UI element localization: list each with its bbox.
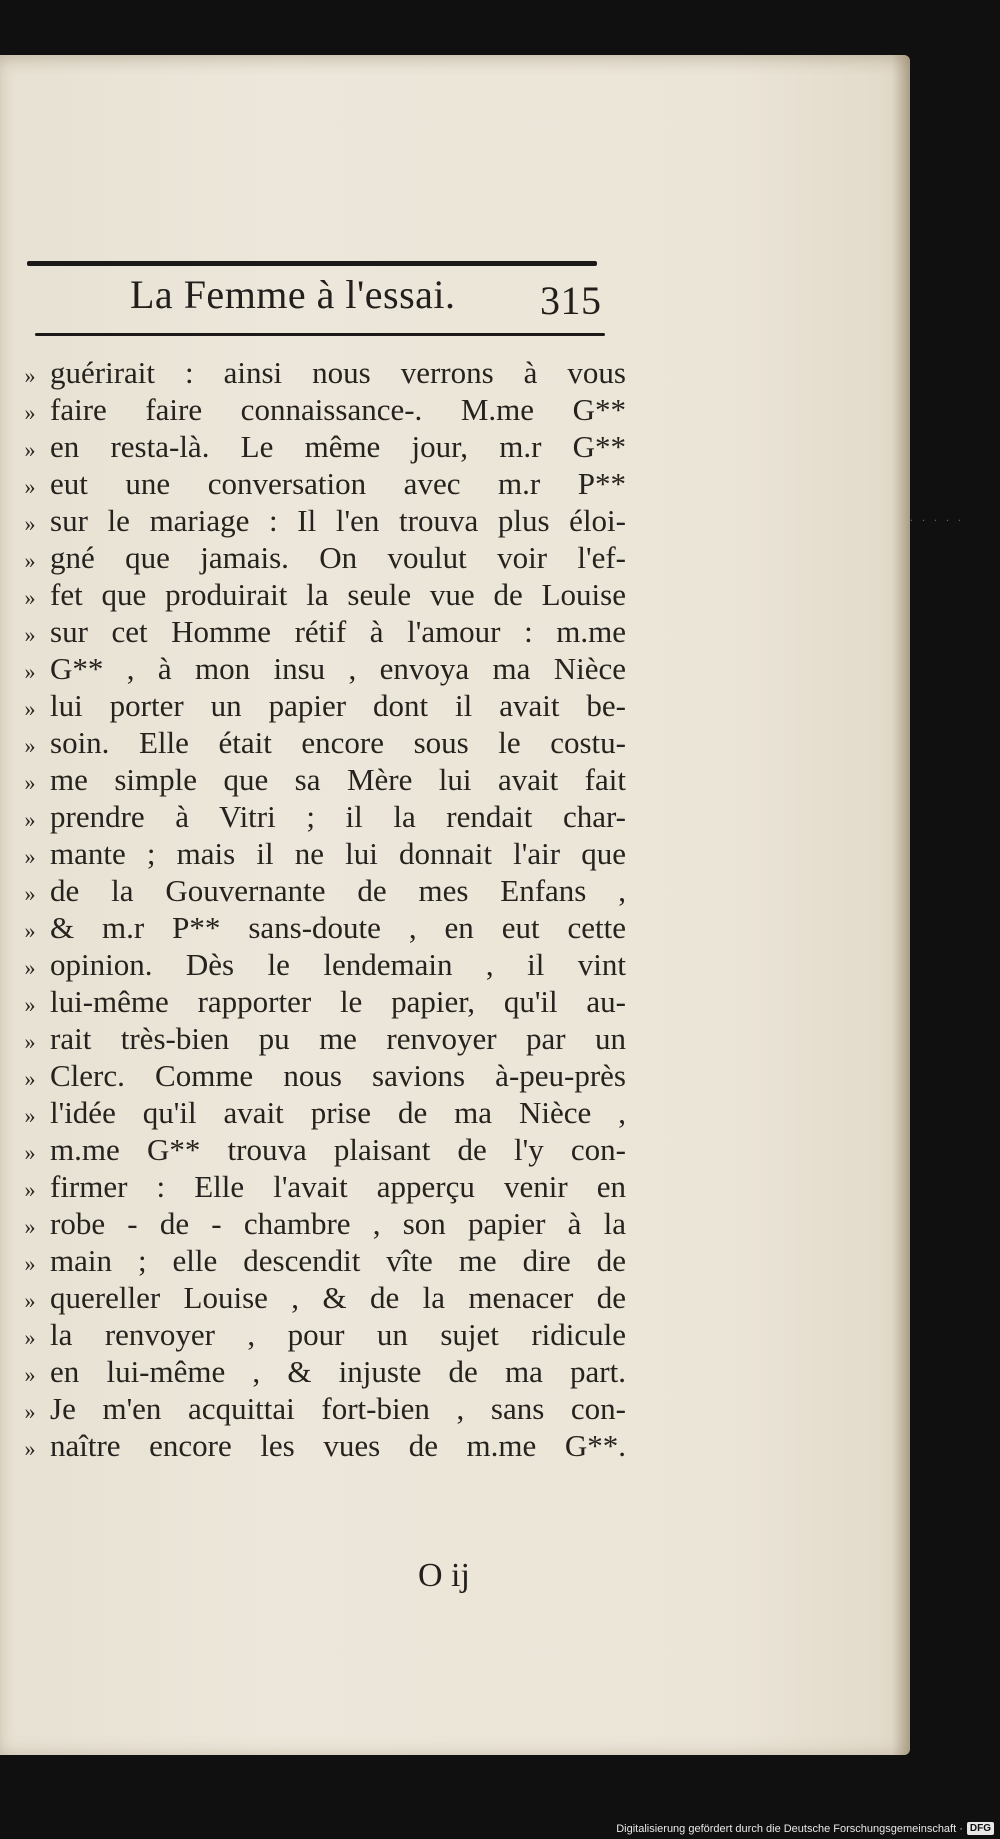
- text-line: [10, 1243, 630, 1280]
- text-line: [10, 540, 630, 577]
- quote-mark: »: [24, 474, 36, 499]
- line-text: lui porter un papier dont il avait be-: [50, 688, 626, 723]
- text-line: [10, 466, 630, 503]
- text-line: [10, 355, 630, 392]
- quote-mark: »: [24, 733, 36, 758]
- line-text: guérirait : ainsi nous verrons à vous: [50, 355, 626, 390]
- quote-mark: »: [24, 1325, 36, 1350]
- line-text: de la Gouvernante de mes Enfans ,: [50, 873, 626, 908]
- text-line: [10, 873, 630, 910]
- quote-mark: »: [24, 1288, 36, 1313]
- text-line: [10, 1095, 630, 1132]
- header-rule-top: [27, 261, 597, 266]
- line-text: l'idée qu'il avait prise de ma Nièce ,: [50, 1095, 626, 1130]
- quote-mark: »: [24, 1066, 36, 1091]
- line-text: en lui-même , & injuste de ma part.: [50, 1354, 626, 1389]
- line-text: me simple que sa Mère lui avait fait: [50, 762, 626, 797]
- text-line: [10, 651, 630, 688]
- quote-mark: »: [24, 1214, 36, 1239]
- line-text: en resta-là. Le même jour, m.r G**: [50, 429, 626, 464]
- line-text: rait très-bien pu me renvoyer par un: [50, 1021, 626, 1056]
- dfg-logo: DFG: [967, 1822, 994, 1835]
- text-line: [10, 1391, 630, 1428]
- quote-mark: »: [24, 807, 36, 832]
- digitization-credit: Digitalisierung gefördert durch die Deutsche Forschungsgemeinschaft ·: [616, 1822, 963, 1835]
- header-rule-bottom: [35, 333, 605, 336]
- quote-mark: »: [24, 1103, 36, 1128]
- quote-mark: »: [24, 770, 36, 795]
- text-line: [10, 614, 630, 651]
- text-line: [10, 1317, 630, 1354]
- line-text: robe - de - chambre , son papier à la: [50, 1206, 626, 1241]
- line-text: & m.r P** sans-doute , en eut cette: [50, 910, 626, 945]
- line-text: eut une conversation avec m.r P**: [50, 466, 626, 501]
- line-text: la renvoyer , pour un sujet ridicule: [50, 1317, 626, 1352]
- text-line: [10, 799, 630, 836]
- text-line: [10, 1280, 630, 1317]
- book-page: [0, 55, 910, 1755]
- text-line: [10, 910, 630, 947]
- digitization-footer: [616, 1822, 994, 1835]
- text-line: [10, 1132, 630, 1169]
- text-line: [10, 725, 630, 762]
- running-head: [130, 269, 610, 329]
- text-line: [10, 836, 630, 873]
- text-line: [10, 1058, 630, 1095]
- text-line: [10, 1428, 630, 1465]
- quote-mark: »: [24, 437, 36, 462]
- quote-mark: »: [24, 585, 36, 610]
- line-text: sur le mariage : Il l'en trouva plus éloi-: [50, 503, 626, 538]
- quote-mark: »: [24, 1029, 36, 1054]
- text-line: [10, 1169, 630, 1206]
- text-line: [10, 577, 630, 614]
- quote-mark: »: [24, 1140, 36, 1165]
- line-text: naître encore les vues de m.me G**.: [50, 1428, 626, 1463]
- signature-mark: O ij: [418, 1557, 470, 1594]
- quote-mark: »: [24, 1177, 36, 1202]
- line-text: Clerc. Comme nous savions à-peu-près: [50, 1058, 626, 1093]
- text-line: [10, 503, 630, 540]
- line-text: soin. Elle était encore sous le costu-: [50, 725, 626, 760]
- line-text: opinion. Dès le lendemain , il vint: [50, 947, 626, 982]
- line-text: prendre à Vitri ; il la rendait char-: [50, 799, 626, 834]
- line-text: fet que produirait la seule vue de Louise: [50, 577, 626, 612]
- page-number: 315: [540, 278, 602, 323]
- text-line: [10, 1021, 630, 1058]
- line-text: lui-même rapporter le papier, qu'il au-: [50, 984, 626, 1019]
- quote-mark: »: [24, 363, 36, 388]
- line-text: sur cet Homme rétif à l'amour : m.me: [50, 614, 626, 649]
- margin-specks: . . . . .: [910, 510, 964, 524]
- quote-mark: »: [24, 1362, 36, 1387]
- quote-mark: »: [24, 992, 36, 1017]
- text-line: [10, 947, 630, 984]
- line-text: quereller Louise , & de la menacer de: [50, 1280, 626, 1315]
- line-text: gné que jamais. On voulut voir l'ef-: [50, 540, 626, 575]
- line-text: main ; elle descendit vîte me dire de: [50, 1243, 626, 1278]
- quote-mark: »: [24, 955, 36, 980]
- quote-mark: »: [24, 622, 36, 647]
- quote-mark: »: [24, 1436, 36, 1461]
- quote-mark: »: [24, 659, 36, 684]
- line-text: m.me G** trouva plaisant de l'y con-: [50, 1132, 626, 1167]
- text-line: [10, 392, 630, 429]
- quote-mark: »: [24, 548, 36, 573]
- quote-mark: »: [24, 696, 36, 721]
- line-text: mante ; mais il ne lui donnait l'air que: [50, 836, 626, 871]
- text-line: [10, 1206, 630, 1243]
- quote-mark: »: [24, 511, 36, 536]
- text-line: [10, 429, 630, 466]
- line-text: G** , à mon insu , envoya ma Nièce: [50, 651, 626, 686]
- quote-mark: »: [24, 918, 36, 943]
- quote-mark: »: [24, 844, 36, 869]
- quote-mark: »: [24, 881, 36, 906]
- running-title: La Femme à l'essai.: [130, 272, 456, 317]
- line-text: Je m'en acquittai fort-bien , sans con-: [50, 1391, 626, 1426]
- text-line: [10, 984, 630, 1021]
- text-line: [10, 1354, 630, 1391]
- line-text: firmer : Elle l'avait apperçu venir en: [50, 1169, 626, 1204]
- quote-mark: »: [24, 1251, 36, 1276]
- quote-mark: »: [24, 1399, 36, 1424]
- text-line: [10, 688, 630, 725]
- quote-mark: »: [24, 400, 36, 425]
- text-line: [10, 762, 630, 799]
- body-text: [10, 355, 630, 1465]
- line-text: faire faire connaissance-. M.me G**: [50, 392, 626, 427]
